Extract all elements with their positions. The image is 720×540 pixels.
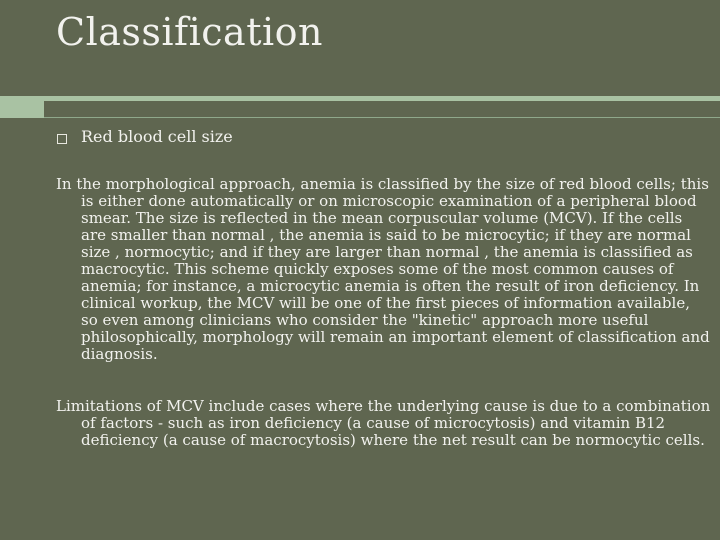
accent-thin-line <box>44 117 720 118</box>
bullet-text: Red blood cell size <box>81 127 233 146</box>
accent-divider <box>44 96 720 101</box>
title-area <box>0 0 720 92</box>
paragraph-morphological: In the morphological approach, anemia is classified by the size of red blood cells; this is either done automatically or on microscopic examination of a peripheral blood smear. The size is reflected in the mean corpuscular volume (MCV). If the cells are smaller than normal , the anemia is said to be microcytic; if they are normal size , normocytic; and if they are larger than normal , the anemia is classified as macrocytic. This scheme quickly exposes some of the most common causes of anemia; for instance, a microcytic anemia is often the result of iron deficiency. In clinical workup, the MCV will be one of the first pieces of information available, so even among clinicians who consider the "kinetic" approach more useful philosophically, morphology will remain an important element of classification and diagnosis. <box>56 175 710 363</box>
accent-block <box>0 96 44 118</box>
square-bullet-icon <box>57 134 67 144</box>
paragraph-limitations: Limitations of MCV include cases where the underlying cause is due to a combination of factors - such as iron deficiency (a cause of microcytosis) and vitamin B12 deficiency (a cause of macrocytosis) where the net result can be normocytic cells. <box>56 397 711 449</box>
slide-title: Classification <box>56 10 323 54</box>
